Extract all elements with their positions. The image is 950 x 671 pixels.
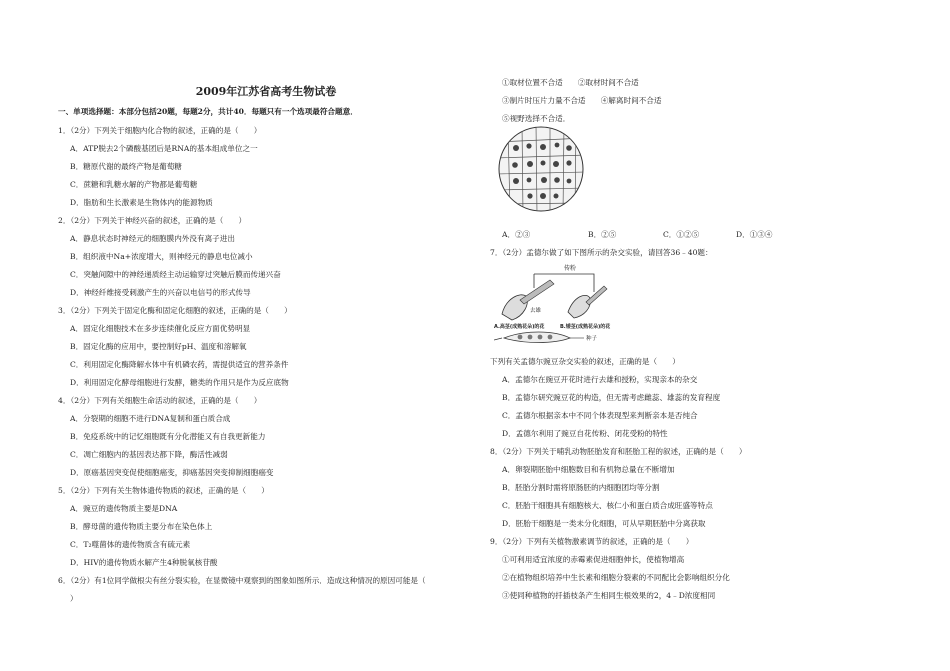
q8-option-c: C．胚胎干细胞具有细胞核大、核仁小和蛋白质合成旺盛等特点: [502, 501, 713, 510]
q2-option-d: D．神经纤维接受刺激产生的兴奋以电信号的形式传导: [70, 288, 251, 297]
q4-option-c: C．凋亡细胞内的基因表达都下降，酶活性减弱: [70, 450, 228, 459]
q6-option-c: C．①②⑤: [663, 230, 700, 239]
section-heading: 一、单项选择题：本部分包括20题，每题2分，共计40．每题只有一个选项最符合题意．: [58, 107, 358, 116]
q2-stem: 2．（2分）下列关于神经兴奋的叙述，正确的是（ ）: [58, 216, 247, 225]
q6-option-b: B．②⑤: [588, 230, 617, 239]
q9-statement-1: ①可利用适宜浓度的赤霉素促进细胞伸长，使植物增高: [502, 555, 685, 564]
q3-option-c: C．利用固定化酶降解水体中有机磷农药，需提供适宜的营养条件: [70, 360, 289, 369]
q4-option-b: B．免疫系统中的记忆细胞既有分化潜能又有自我更新能力: [70, 432, 266, 441]
q6-reason-3: ⑤视野选择不合适．: [502, 114, 571, 123]
seed-label: 种子: [586, 336, 598, 342]
q8-option-d: D．胚胎干细胞是一类未分化细胞，可从早期胚胎中分离获取: [502, 519, 706, 528]
q1-option-d: D．脂肪和生长激素是生物体内的能源物质: [70, 198, 213, 207]
q4-option-d: D．原癌基因突变促使细胞癌变，抑癌基因突变抑制细胞癌变: [70, 468, 274, 477]
q3-stem: 3．（2分）下列关于固定化酶和固定化细胞的叙述，正确的是（ ）: [58, 306, 292, 315]
q8-option-a: A．卵裂期胚胎中细胞数目和有机物总量在不断增加: [502, 465, 675, 474]
q5-option-c: C．T₂噬菌体的遗传物质含有硫元素: [70, 540, 191, 549]
q2-option-b: B．组织液中Na+浓度增大，则神经元的静息电位减小: [70, 252, 253, 261]
q9-statement-3: ③使同种植物的扦插枝条产生相同生根效果的2，4﹣D浓度相同: [502, 591, 716, 600]
q4-stem: 4．（2分）下列有关细胞生命活动的叙述，正确的是（ ）: [58, 396, 262, 405]
q8-option-b: B．胚胎分割时需将原肠胚的内细胞团均等分割: [502, 483, 660, 492]
pollen-label: 传粉: [564, 265, 577, 272]
q3-option-a: A．固定化细胞技术在多步连续催化反应方面优势明显: [70, 324, 251, 333]
q6-stem: 6．（2分）有1位同学做根尖有丝分裂实验，在显微镜中观察到的图象如图所示．造成这种情况的原因可能是（: [58, 576, 426, 585]
q7-question: 下列有关孟德尔豌豆杂交实验的叙述，正确的是（ ）: [490, 357, 680, 366]
q6-reason-1: ①取材位置不合适 ②取材时间不合适: [502, 78, 639, 87]
q7-option-c: C．孟德尔根据亲本中不同个体表现型来判断亲本是否纯合: [502, 411, 698, 420]
q2-option-a: A．静息状态时神经元的细胞膜内外没有离子进出: [70, 234, 235, 243]
q5-stem: 5．（2分）下列有关生物体遗传物质的叙述，正确的是（ ）: [58, 486, 269, 495]
q7-stem: 7．（2分）孟德尔做了如下图所示的杂交实验，请回答36﹣40题：: [490, 248, 713, 257]
q9-statement-2: ②在植物组织培养中生长素和细胞分裂素的不同配比会影响组织分化: [502, 573, 730, 582]
q8-stem: 8．（2分）下列关于哺乳动物胚胎发育和胚胎工程的叙述，正确的是（ ）: [490, 447, 747, 456]
q7-option-a: A．孟德尔在豌豆开花时进行去雄和授粉，实现亲本的杂交: [502, 375, 698, 384]
q2-option-c: C．突触间隙中的神经递质经主动运输穿过突触后膜而传递兴奋: [70, 270, 281, 279]
q5-option-a: A．豌豆的遗传物质主要是DNA: [70, 504, 178, 513]
q6-option-a: A．②③: [502, 230, 531, 239]
q1-option-a: A．ATP脱去2个磷酸基团后是RNA的基本组成单位之一: [70, 144, 258, 153]
q5-option-d: D．HIV的遗传物质水解产生4种脱氧核苷酸: [70, 558, 218, 567]
page-title: 2009年江苏省高考生物试卷: [195, 85, 337, 98]
q1-option-b: B．糖原代谢的最终产物是葡萄糖: [70, 162, 182, 171]
q3-option-b: B．固定化酶的应用中，要控制好pH、温度和溶解氧: [70, 342, 247, 351]
q9-stem: 9．（2分）下列有关植物激素调节的叙述，正确的是（ ）: [490, 537, 694, 546]
label-b: B.矮茎(成熟花朵)的花: [560, 324, 611, 330]
q7-option-b: B．孟德尔研究豌豆花的构造，但无需考虑雌蕊、雄蕊的发育程度: [502, 393, 721, 402]
emasculation-label: 去雄: [530, 308, 542, 314]
q6-reason-2: ③制片时压片力量不合适 ④解离时间不合适: [502, 96, 662, 105]
q6-option-d: D．①③④: [736, 230, 773, 239]
microscope-field-figure: [496, 124, 586, 214]
pea-cross-figure: [494, 262, 624, 346]
label-a: A.高茎(成熟花朵)的花: [494, 324, 545, 330]
q6-stem-cont: ）: [70, 594, 78, 603]
q4-option-a: A．分裂期的细胞不进行DNA复制和蛋白质合成: [70, 414, 231, 423]
q3-option-d: D．利用固定化酵母细胞进行发酵，糖类的作用只是作为反应底物: [70, 378, 289, 387]
q1-stem: 1．（2分）下列关于细胞内化合物的叙述，正确的是（ ）: [58, 126, 262, 135]
q7-option-d: D．孟德尔利用了豌豆自花传粉、闭花受粉的特性: [502, 429, 668, 438]
q5-option-b: B．酵母菌的遗传物质主要分布在染色体上: [70, 522, 213, 531]
q1-option-c: C．蔗糖和乳糖水解的产物都是葡萄糖: [70, 180, 198, 189]
